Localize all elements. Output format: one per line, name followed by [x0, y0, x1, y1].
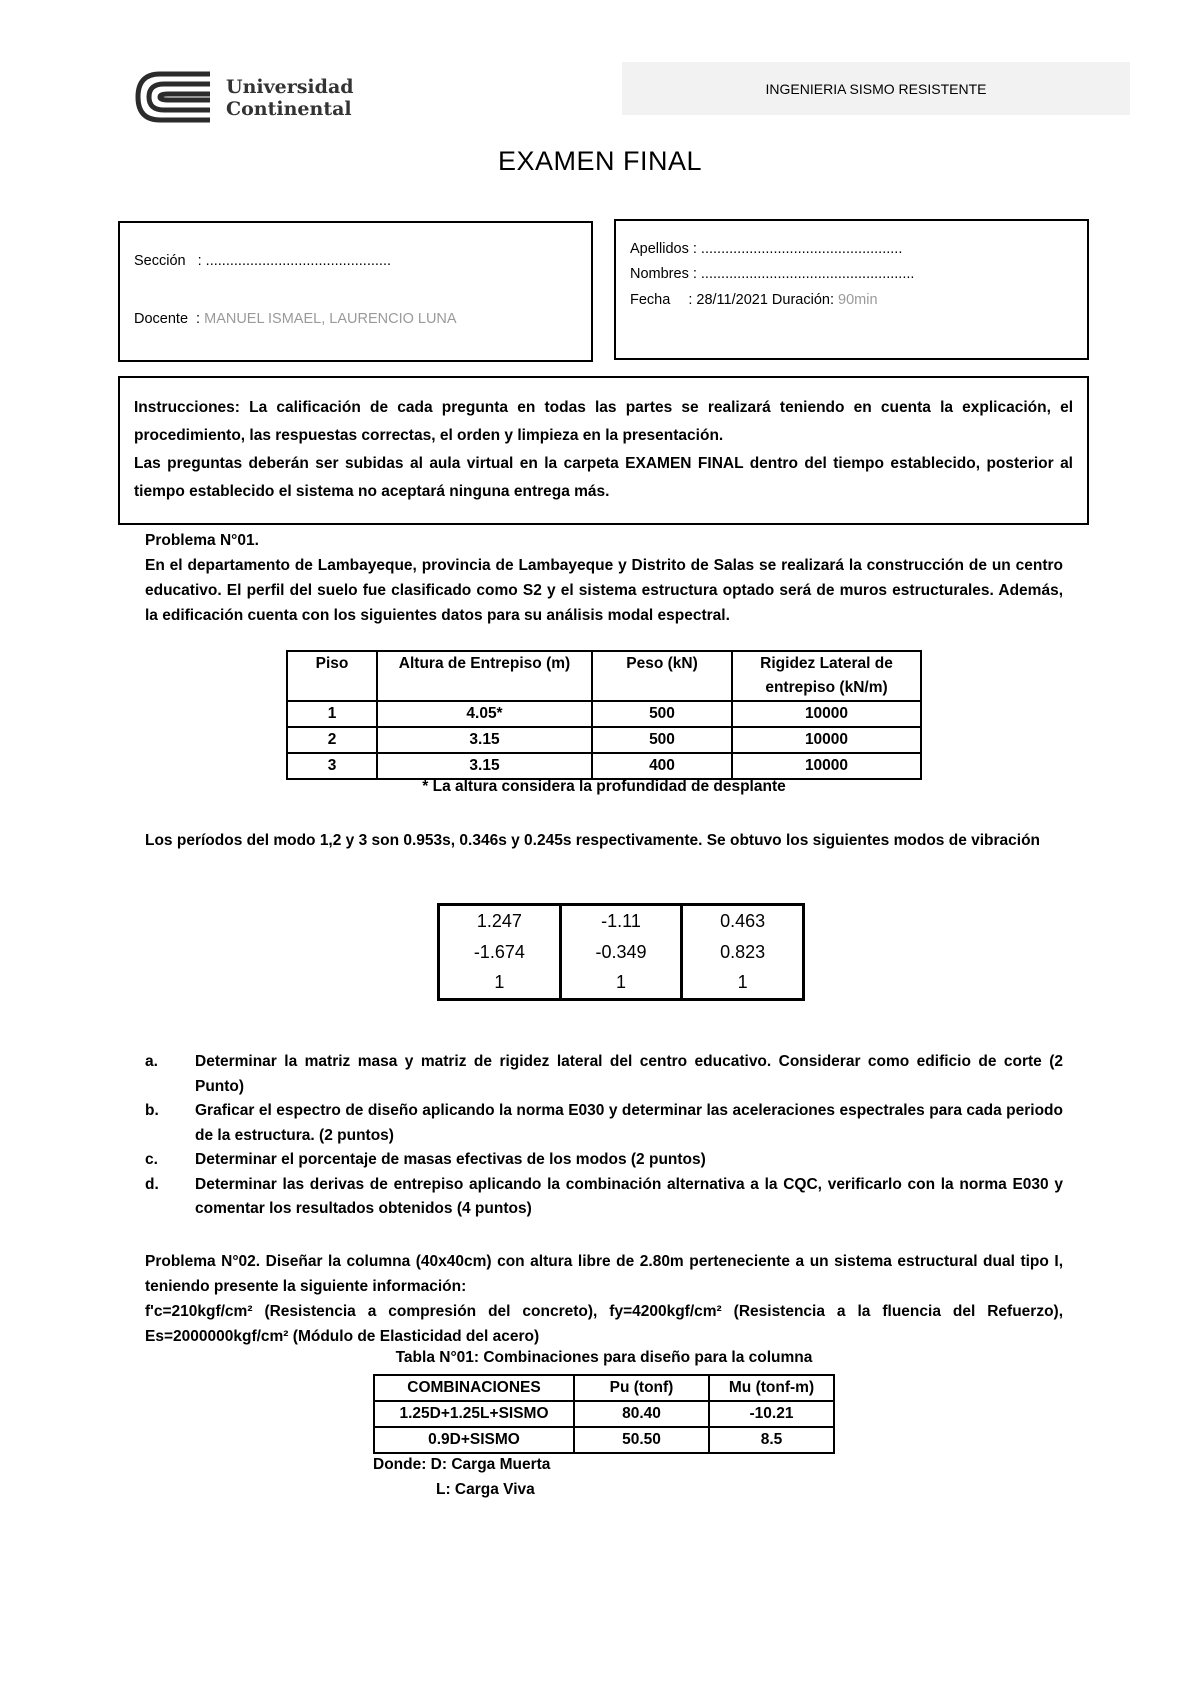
docente-value: MANUEL ISMAEL, LAURENCIO LUNA	[204, 311, 457, 327]
table-cell: -10.21	[709, 1401, 834, 1427]
table-row	[374, 1427, 834, 1453]
table-row	[374, 1401, 834, 1427]
table-cell: 500	[592, 701, 732, 727]
table-row	[287, 727, 921, 753]
matrix-cell: 1	[682, 967, 804, 999]
list-text: Determinar las derivas de entrepiso aplicando la combinación alternativa a la CQC, verificarlo con la norma E030 y comentar los resultados obtenidos (4 puntos)	[195, 1175, 1063, 1217]
page-title: EXAMEN FINAL	[497, 146, 703, 176]
floor-data-table	[286, 650, 922, 780]
table-cell: 0.9D+SISMO	[374, 1427, 574, 1453]
table-header-row	[374, 1375, 834, 1401]
matrix-row	[439, 967, 804, 999]
table-header-row	[287, 651, 921, 701]
problem2-line1: Problema N°02. Diseñar la columna (40x40cm) con altura libre de 2.80m perteneciente a un sistema estructural dual tipo I, teniendo presente la siguiente información:	[145, 1253, 1063, 1295]
matrix-row	[439, 905, 804, 937]
section-info-box	[118, 221, 593, 362]
list-item	[145, 1148, 1063, 1173]
list-marker: d.	[145, 1175, 159, 1193]
matrix-cell: 1	[439, 967, 561, 999]
seccion-label: Sección	[134, 253, 186, 269]
instructions-p2: Las preguntas deberán ser subidas al aula virtual en la carpeta EXAMEN FINAL dentro del tiempo establecido, posterior al tiempo establecido el sistema no aceptará ninguna entrega más.	[134, 455, 1073, 500]
matrix-cell: 1	[560, 967, 682, 999]
matrix-cell: 1.247	[439, 905, 561, 937]
problem2-line2: f'c=210kgf/cm² (Resistencia a compresión del concreto), fy=4200kgf/cm² (Resistencia a la fluencia del Refuerzo), Es=2000000kgf/cm² (Módulo de Elasticidad del acero)	[145, 1303, 1063, 1345]
instructions-p1: Instrucciones: La calificación de cada pregunta en todas las partes se realizará teniendo en cuenta la explicación, el procedimiento, las respuestas correctas, el orden y limpieza en la presentación.	[134, 399, 1073, 444]
fecha-row	[630, 292, 878, 308]
docente-sep: :	[196, 311, 201, 327]
list-marker: a.	[145, 1053, 158, 1070]
combinations-table	[373, 1374, 835, 1454]
duracion-value: 90min	[838, 292, 878, 308]
fecha-label: Fecha	[630, 292, 671, 308]
list-item	[145, 1050, 1063, 1099]
table-header-cell: Altura de Entrepiso (m)	[377, 651, 592, 701]
matrix-cell: 0.463	[682, 905, 804, 937]
seccion-row	[134, 253, 391, 269]
list-item	[145, 1173, 1063, 1222]
docente-row	[134, 311, 457, 327]
table-row	[287, 701, 921, 727]
table-cell: 400	[592, 753, 732, 779]
seccion-value: : ..............................................	[197, 253, 391, 269]
list-text: Determinar la matriz masa y matriz de rigidez lateral del centro educativo. Considerar como edificio de corte (2 Punto)	[195, 1053, 1063, 1095]
table-cell: 500	[592, 727, 732, 753]
donde-line1: Donde: D: Carga Muerta	[373, 1456, 551, 1473]
problem1-heading: Problema N°01.	[145, 532, 259, 549]
table-cell: 10000	[732, 753, 921, 779]
table-header-cell: Mu (tonf-m)	[709, 1375, 834, 1401]
table-caption: Tabla N°01: Combinaciones para diseño para la columna	[395, 1349, 813, 1366]
table-cell: 1	[287, 701, 377, 727]
table-header-cell: Piso	[287, 651, 377, 701]
table-row	[287, 753, 921, 779]
nombres-field: Nombres : .....................................................	[630, 266, 915, 282]
problem1-intro: En el departamento de Lambayeque, provincia de Lambayeque y Distrito de Salas se realizará la construcción de un centro educativo. El perfil del suelo fue clasificado como S2 y el sistema estructura optado será de muros estructurales. Además, la edificación cuenta con los siguientes datos para su análisis modal espectral.	[145, 557, 1063, 624]
logo-text-line1: Universidad	[226, 76, 354, 98]
table-cell: 8.5	[709, 1427, 834, 1453]
modes-matrix	[437, 903, 805, 1001]
table-header-cell: Rigidez Lateral de entrepiso (kN/m)	[732, 651, 921, 701]
table-note: * La altura considera la profundidad de desplante	[422, 778, 786, 795]
table-cell: 3.15	[377, 727, 592, 753]
table-cell: 3.15	[377, 753, 592, 779]
matrix-cell: -0.349	[560, 937, 682, 968]
docente-label: Docente	[134, 311, 189, 327]
table-header-cell: Pu (tonf)	[574, 1375, 709, 1401]
table-cell: 50.50	[574, 1427, 709, 1453]
table-cell: 2	[287, 727, 377, 753]
list-marker: c.	[145, 1151, 158, 1168]
donde-line2: L: Carga Viva	[436, 1481, 535, 1498]
list-text: Graficar el espectro de diseño aplicando la norma E030 y determinar las aceleraciones espectrales para cada periodo de la estructura. (2 puntos)	[195, 1102, 1063, 1144]
matrix-row	[439, 937, 804, 968]
problem2-text	[145, 1249, 1063, 1349]
fecha-value: : 28/11/2021 Duración:	[688, 292, 834, 308]
logo-text-line2: Continental	[226, 98, 352, 120]
table-cell: 80.40	[574, 1401, 709, 1427]
list-text: Determinar el porcentaje de masas efectivas de los modos (2 puntos)	[195, 1151, 706, 1168]
apellidos-field: Apellidos : ..................................................	[630, 241, 903, 257]
student-info-box	[614, 219, 1089, 360]
table-header-cell: COMBINACIONES	[374, 1375, 574, 1401]
table-cell: 3	[287, 753, 377, 779]
list-item	[145, 1099, 1063, 1148]
periods-text: Los períodos del modo 1,2 y 3 son 0.953s, 0.346s y 0.245s respectivamente. Se obtuvo los siguientes modos de vibración	[145, 832, 1041, 849]
table-cell: 4.05*	[377, 701, 592, 727]
course-title: INGENIERIA SISMO RESISTENTE	[622, 62, 1130, 115]
matrix-cell: -1.11	[560, 905, 682, 937]
table-cell: 10000	[732, 727, 921, 753]
questions-list	[145, 1050, 1063, 1222]
table-cell: 1.25D+1.25L+SISMO	[374, 1401, 574, 1427]
matrix-cell: 0.823	[682, 937, 804, 968]
list-marker: b.	[145, 1102, 159, 1119]
instructions-box	[118, 376, 1089, 525]
matrix-cell: -1.674	[439, 937, 561, 968]
table-cell: 10000	[732, 701, 921, 727]
table-header-cell: Peso (kN)	[592, 651, 732, 701]
logo-text	[226, 76, 354, 120]
